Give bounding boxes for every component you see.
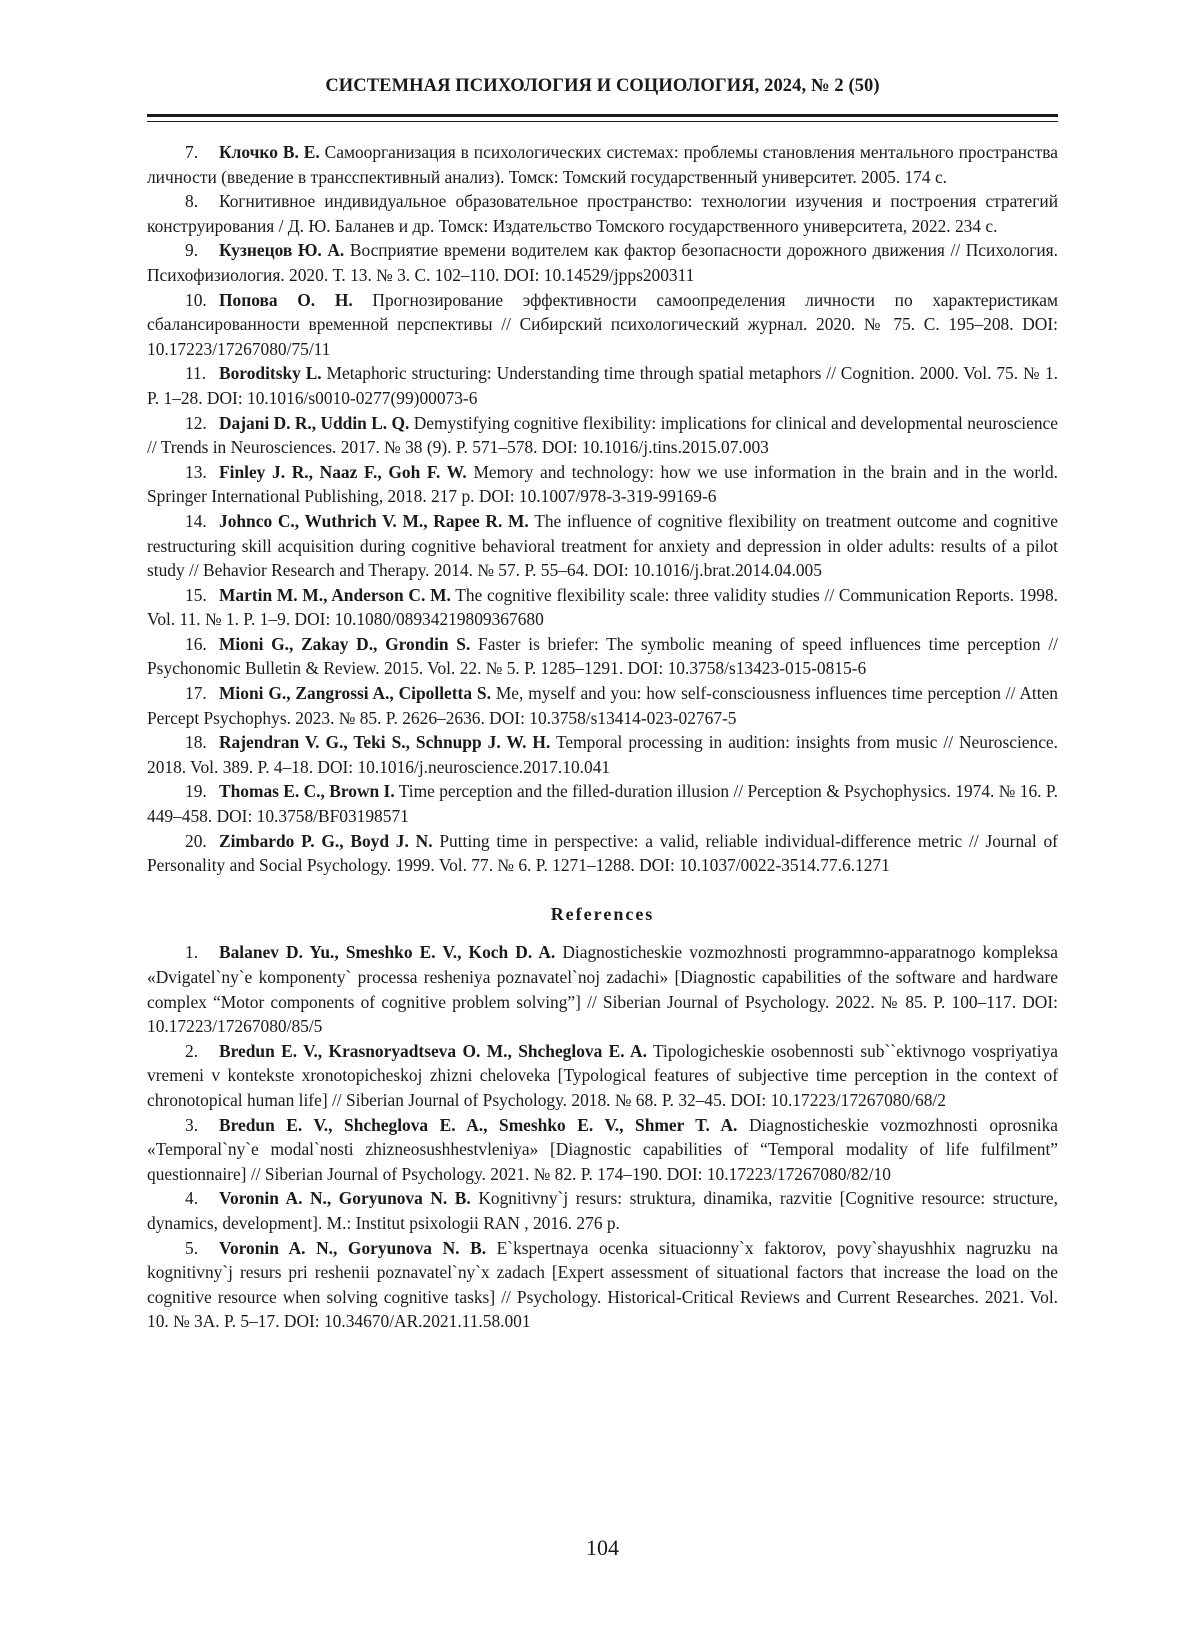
reference-entry-10: 10. Попова О. Н. Прогнозирование эффективности самоопределения личности по характеристикам сбалансированности временной перспективы // Сибирский психологический журнал. 2020. № 75. С. 195–208. DOI: 10.17223/17267080/75/11 — [147, 288, 1058, 362]
reference-en-entry-5: 5. Voronin A. N., Goryunova N. B. E`kspertnaya ocenka situacionny`x faktorov, povy`shayushhix nagruzku na kognitivny`j resurs pri reshenii poznavatel`ny`x zadach [Expert assessment of situational factors that increase the load on the cognitive resource when solving cognitive tasks] // Psychology. Historical-Critical Reviews and Current Researches. 2021. Vol. 10. № 3A. P. 5–17. DOI: 10.34670/AR.2021.11.58.001 — [147, 1236, 1058, 1334]
reference-text: Когнитивное индивидуальное образовательное пространство: технологии изучения и построения стратегий конструирования / Д. Ю. Баланев и др. Томск: Издательство Томского государственного университета, 2022. 234 с. — [147, 191, 1058, 236]
header-rule-thick — [147, 114, 1058, 117]
reference-en-entry-2: 2. Bredun E. V., Krasnoryadtseva O. M., Shcheglova E. A. Tipologicheskie osobennosti sub``ektivnogo vospriyatiya vremeni v kontekste xronotopicheskoj zhizni cheloveka [Typological features of subjective time perception in the context of chronotopical human life] // Siberian Journal of Psychology. 2018. № 68. P. 32–45. DOI: 10.17223/17267080/68/2 — [147, 1039, 1058, 1113]
reference-text: Прогнозирование эффективности самоопределения личности по характеристикам сбалансированности временной перспективы // Сибирский психологический журнал. 2020. № 75. С. 195–208. DOI: 10.17223/17267080/75/11 — [147, 290, 1058, 359]
reference-authors: Bredun E. V., Shcheglova E. A., Smeshko E. V., Shmer T. A. — [219, 1115, 737, 1135]
reference-text: Kognitivny`j resurs: struktura, dinamika, razvitie [Cognitive resource: structure, dynamics, development]. M.: Institut psixologii RAN , 2016. 276 p. — [147, 1188, 1058, 1233]
reference-text: Time perception and the filled-duration illusion // Perception & Psychophysics. 1974. № 16. P. 449–458. DOI: 10.3758/BF03198571 — [147, 781, 1058, 826]
body-text — [147, 140, 1058, 1334]
reference-text: The cognitive flexibility scale: three validity studies // Communication Reports. 1998. Vol. 11. № 1. P. 1–9. DOI: 10.1080/08934219809367680 — [147, 585, 1058, 630]
reference-authors: Кузнецов Ю. А. — [219, 240, 344, 260]
reference-en-entry-3: 3. Bredun E. V., Shcheglova E. A., Smeshko E. V., Shmer T. A. Diagnosticheskie vozmozhnosti oprosnika «Temporal`ny`e modal`nosti zhizneosushhestvleniya» [Diagnostic capabilities of “Temporal modality of life fulfilment” questionnaire] // Siberian Journal of Psychology. 2021. № 82. P. 174–190. DOI: 10.17223/17267080/82/10 — [147, 1113, 1058, 1187]
reference-entry-15: 15. Martin M. M., Anderson C. M. The cognitive flexibility scale: three validity studies // Communication Reports. 1998. Vol. 11. № 1. P. 1–9. DOI: 10.1080/08934219809367680 — [147, 583, 1058, 632]
reference-text: Diagnosticheskie vozmozhnosti programmno-apparatnogo kompleksa «Dvigatel`ny`e komponenty` processa resheniya poznavatel`noj zadachi» [Diagnostic capabilities of the software and hardware complex “Motor components of cognitive problem solving”] // Siberian Journal of Psychology. 2022. № 85. P. 100–117. DOI: 10.17223/17267080/85/5 — [147, 942, 1058, 1036]
reference-entry-9: 9. Кузнецов Ю. А. Восприятие времени водителем как фактор безопасности дорожного движения // Психология. Психофизиология. 2020. Т. 13. № 3. С. 102–110. DOI: 10.14529/jpps200311 — [147, 238, 1058, 287]
reference-authors: Voronin A. N., Goryunova N. B. — [219, 1238, 486, 1258]
reference-entry-11: 11. Boroditsky L. Metaphoric structuring: Understanding time through spatial metaphors // Cognition. 2000. Vol. 75. № 1. P. 1–28. DOI: 10.1016/s0010-0277(99)00073-6 — [147, 361, 1058, 410]
reference-entry-13: 13. Finley J. R., Naaz F., Goh F. W. Memory and technology: how we use information in the brain and in the world. Springer International Publishing, 2018. 217 p. DOI: 10.1007/978-3-319-99169-6 — [147, 460, 1058, 509]
reference-authors: Zimbardo P. G., Boyd J. N. — [219, 831, 433, 851]
page — [147, 0, 1058, 1651]
reference-text: Восприятие времени водителем как фактор безопасности дорожного движения // Психология. Психофизиология. 2020. Т. 13. № 3. С. 102–110. DOI: 10.14529/jpps200311 — [147, 240, 1058, 285]
reference-text: Temporal processing in audition: insights from music // Neuroscience. 2018. Vol. 389. P. 4–18. DOI: 10.1016/j.neuroscience.2017.10.041 — [147, 732, 1058, 777]
reference-authors: Клочко В. Е. — [219, 142, 320, 162]
reference-authors: Voronin A. N., Goryunova N. B. — [219, 1188, 471, 1208]
reference-entry-12: 12. Dajani D. R., Uddin L. Q. Demystifying cognitive flexibility: implications for clinical and developmental neuroscience // Trends in Neurosciences. 2017. № 38 (9). P. 571–578. DOI: 10.1016/j.tins.2015.07.003 — [147, 411, 1058, 460]
reference-authors: Bredun E. V., Krasnoryadtseva O. M., Shcheglova E. A. — [219, 1041, 647, 1061]
reference-entry-18: 18. Rajendran V. G., Teki S., Schnupp J. W. H. Temporal processing in audition: insights from music // Neuroscience. 2018. Vol. 389. P. 4–18. DOI: 10.1016/j.neuroscience.2017.10.041 — [147, 730, 1058, 779]
reference-authors: Martin M. M., Anderson C. M. — [219, 585, 451, 605]
reference-text: Tipologicheskie osobennosti sub``ektivnogo vospriyatiya vremeni v kontekste xronotopicheskoj zhizni cheloveka [Typological features of subjective time perception in the context of chronotopical human life] // Siberian Journal of Psychology. 2018. № 68. P. 32–45. DOI: 10.17223/17267080/68/2 — [147, 1041, 1058, 1110]
page-number: 104 — [147, 1535, 1058, 1561]
literature-list — [147, 140, 1058, 878]
reference-entry-20: 20. Zimbardo P. G., Boyd J. N. Putting time in perspective: a valid, reliable individual-difference metric // Journal of Personality and Social Psychology. 1999. Vol. 77. № 6. P. 1271–1288. DOI: 10.1037/0022-3514.77.6.1271 — [147, 829, 1058, 878]
reference-text: Demystifying cognitive flexibility: implications for clinical and developmental neuroscience // Trends in Neurosciences. 2017. № 38 (9). P. 571–578. DOI: 10.1016/j.tins.2015.07.003 — [147, 413, 1058, 458]
reference-entry-7: 7. Клочко В. Е. Самоорганизация в психологических системах: проблемы становления ментального пространства личности (введение в трансспективный анализ). Томск: Томский государственный университет. 2005. 174 с. — [147, 140, 1058, 189]
reference-entry-8: 8. Когнитивное индивидуальное образовательное пространство: технологии изучения и построения стратегий конструирования / Д. Ю. Баланев и др. Томск: Издательство Томского государственного университета, 2022. 234 с. — [147, 189, 1058, 238]
reference-authors: Dajani D. R., Uddin L. Q. — [219, 413, 409, 433]
reference-entry-17: 17. Mioni G., Zangrossi A., Cipolletta S. Me, myself and you: how self-consciousness influences time perception // Atten Percept Psychophys. 2023. № 85. P. 2626–2636. DOI: 10.3758/s13414-023-02767-5 — [147, 681, 1058, 730]
references-list — [147, 940, 1058, 1334]
reference-text: Me, myself and you: how self-consciousness influences time perception // Atten Percept Psychophys. 2023. № 85. P. 2626–2636. DOI: 10.3758/s13414-023-02767-5 — [147, 683, 1058, 728]
reference-authors: Попова О. Н. — [219, 290, 353, 310]
reference-authors: Mioni G., Zangrossi A., Cipolletta S. — [219, 683, 491, 703]
reference-entry-19: 19. Thomas E. C., Brown I. Time perception and the filled-duration illusion // Perception & Psychophysics. 1974. № 16. P. 449–458. DOI: 10.3758/BF03198571 — [147, 779, 1058, 828]
reference-text: Самоорганизация в психологических системах: проблемы становления ментального пространства личности (введение в трансспективный анализ). Томск: Томский государственный университет. 2005. 174 с. — [147, 142, 1058, 187]
reference-en-entry-1: 1. Balanev D. Yu., Smeshko E. V., Koch D. A. Diagnosticheskie vozmozhnosti programmno-apparatnogo kompleksa «Dvigatel`ny`e komponenty` processa resheniya poznavatel`noj zadachi» [Diagnostic capabilities of the software and hardware complex “Motor components of cognitive problem solving”] // Siberian Journal of Psychology. 2022. № 85. P. 100–117. DOI: 10.17223/17267080/85/5 — [147, 940, 1058, 1038]
reference-authors: Rajendran V. G., Teki S., Schnupp J. W. H. — [219, 732, 550, 752]
header-rule-thin — [147, 121, 1058, 122]
reference-authors: Finley J. R., Naaz F., Goh F. W. — [219, 462, 467, 482]
reference-authors: Boroditsky L. — [219, 363, 322, 383]
reference-text: Faster is briefer: The symbolic meaning of speed influences time perception // Psychonomic Bulletin & Review. 2015. Vol. 22. № 5. P. 1285–1291. DOI: 10.3758/s13423-015-0815-6 — [147, 634, 1058, 679]
reference-authors: Johnco C., Wuthrich V. M., Rapee R. M. — [219, 511, 529, 531]
reference-entry-14: 14. Johnco C., Wuthrich V. M., Rapee R. M. The influence of cognitive flexibility on treatment outcome and cognitive restructuring skill acquisition during cognitive behavioral treatment for anxiety and depression in older adults: results of a pilot study // Behavior Research and Therapy. 2014. № 57. P. 55–64. DOI: 10.1016/j.brat.2014.04.005 — [147, 509, 1058, 583]
reference-text: The influence of cognitive flexibility on treatment outcome and cognitive restructuring skill acquisition during cognitive behavioral treatment for anxiety and depression in older adults: results of a pilot study // Behavior Research and Therapy. 2014. № 57. P. 55–64. DOI: 10.1016/j.brat.2014.04.005 — [147, 511, 1058, 580]
reference-en-entry-4: 4. Voronin A. N., Goryunova N. B. Kognitivny`j resurs: struktura, dinamika, razvitie [Cognitive resource: structure, dynamics, development]. M.: Institut psixologii RAN , 2016. 276 p. — [147, 1186, 1058, 1235]
reference-text: Diagnosticheskie vozmozhnosti oprosnika «Temporal`ny`e modal`nosti zhizneosushhestvleniya» [Diagnostic capabilities of “Temporal modality of life fulfilment” questionnaire] // Siberian Journal of Psychology. 2021. № 82. P. 174–190. DOI: 10.17223/17267080/82/10 — [147, 1115, 1058, 1184]
reference-authors: Mioni G., Zakay D., Grondin S. — [219, 634, 470, 654]
reference-entry-16: 16. Mioni G., Zakay D., Grondin S. Faster is briefer: The symbolic meaning of speed influences time perception // Psychonomic Bulletin & Review. 2015. Vol. 22. № 5. P. 1285–1291. DOI: 10.3758/s13423-015-0815-6 — [147, 632, 1058, 681]
reference-authors: Thomas E. C., Brown I. — [219, 781, 395, 801]
reference-text: Memory and technology: how we use information in the brain and in the world. Springer International Publishing, 2018. 217 p. DOI: 10.1007/978-3-319-99169-6 — [147, 462, 1058, 507]
references-heading: References — [147, 902, 1058, 927]
running-head: СИСТЕМНАЯ ПСИХОЛОГИЯ И СОЦИОЛОГИЯ, 2024, № 2 (50) — [147, 76, 1058, 97]
reference-text: E`kspertnaya ocenka situacionny`x faktorov, povy`shayushhix nagruzku na kognitivny`j resurs pri reshenii poznavatel`ny`x zadach [Expert assessment of situational factors that increase the load on the cognitive resource when solving cognitive tasks] // Psychology. Historical-Critical Reviews and Current Researches. 2021. Vol. 10. № 3A. P. 5–17. DOI: 10.34670/AR.2021.11.58.001 — [147, 1238, 1058, 1332]
reference-authors: Balanev D. Yu., Smeshko E. V., Koch D. A. — [219, 942, 555, 962]
reference-text: Putting time in perspective: a valid, reliable individual-difference metric // Journal of Personality and Social Psychology. 1999. Vol. 77. № 6. P. 1271–1288. DOI: 10.1037/0022-3514.77.6.1271 — [147, 831, 1058, 876]
reference-text: Metaphoric structuring: Understanding time through spatial metaphors // Cognition. 2000. Vol. 75. № 1. P. 1–28. DOI: 10.1016/s0010-0277(99)00073-6 — [147, 363, 1058, 408]
